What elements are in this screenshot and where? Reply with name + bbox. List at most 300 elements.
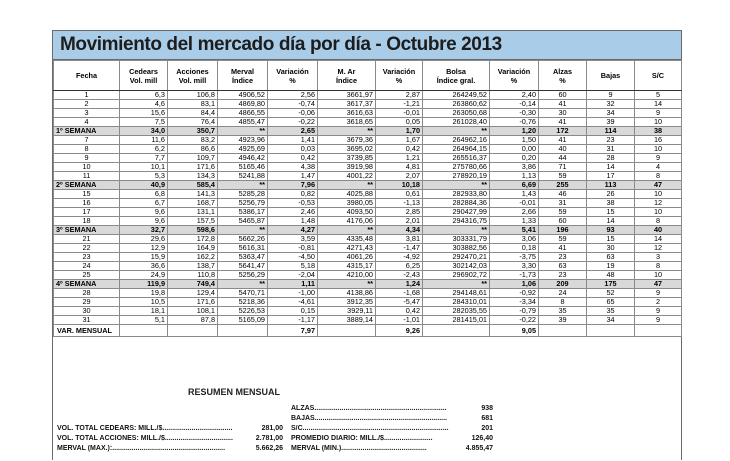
cell-cedears: 32,7 [120,226,168,235]
cell-acciones: 110,8 [168,271,218,280]
cell-merval-var: -1,17 [268,316,318,325]
table-row [54,253,682,262]
cell-fecha: 18 [54,217,120,226]
cell-cedears: 11,6 [120,136,168,145]
cell-bajas: 26 [587,190,635,199]
cell-merval: 4946,42 [218,154,268,163]
cell-merval: 5165,46 [218,163,268,172]
table-row [54,109,682,118]
cell-sc: 10 [635,208,682,217]
cell-bolsa: ** [423,181,490,190]
cell-bajas: 39 [587,118,635,127]
cell-merval-var: 0,03 [268,145,318,154]
cell-mar-var: -4,92 [376,253,423,262]
cell-sc: 10 [635,190,682,199]
summary-alzas-value: 938 [481,405,493,412]
table-row [54,91,682,100]
cell-bolsa-var: 5,41 [490,226,539,235]
cell-bolsa: 302142,03 [423,262,490,271]
cell-cedears: 15,9 [120,253,168,262]
cell-sc: 16 [635,136,682,145]
column-header-line: Bolsa [446,66,466,76]
cell-alzas: 60 [539,91,587,100]
cell-cedears: 5,1 [120,316,168,325]
cell-bolsa: 263860,62 [423,100,490,109]
cell-alzas: 39 [539,316,587,325]
cell-acciones: 134,3 [168,172,218,181]
cell-fecha: 10 [54,163,120,172]
cell-mar-var: 3,81 [376,235,423,244]
cell-cedears [120,325,168,337]
cell-acciones: 162,2 [168,253,218,262]
cell-bajas: 114 [587,127,635,136]
table-row [54,199,682,208]
cell-merval-var: 4,27 [268,226,318,235]
cell-merval: 5256,79 [218,199,268,208]
cell-alzas: 196 [539,226,587,235]
cell-bolsa: 264249,52 [423,91,490,100]
cell-merval-var: 4,38 [268,163,318,172]
cell-mar: 3618,65 [318,118,376,127]
cell-merval: ** [218,181,268,190]
cell-bajas: 15 [587,235,635,244]
cell-merval-var: -1,00 [268,289,318,298]
cell-merval [218,325,268,337]
column-header-fecha [54,61,120,91]
cell-mar: 4138,86 [318,289,376,298]
cell-bajas: 9 [587,91,635,100]
column-header-bolsa-var [490,61,539,91]
cell-bolsa-var: 1,06 [490,280,539,289]
cell-mar: 3912,35 [318,298,376,307]
cell-sc: 14 [635,235,682,244]
cell-merval-var: -0,06 [268,109,318,118]
cell-fecha: 3º SEMANA [54,226,120,235]
cell-mar-var: 2,85 [376,208,423,217]
cell-mar-var: -1,21 [376,100,423,109]
cell-acciones: 108,1 [168,307,218,316]
cell-bolsa: 264962,16 [423,136,490,145]
cell-bajas: 113 [587,181,635,190]
cell-mar: 3617,37 [318,100,376,109]
cell-mar: 3695,02 [318,145,376,154]
cell-bajas: 93 [587,226,635,235]
summary-bajas-label: BAJAS.................................................................... [291,415,447,422]
cell-cedears: 18,1 [120,307,168,316]
cell-alzas: 44 [539,154,587,163]
table-body [54,91,682,337]
cell-sc: 8 [635,217,682,226]
cell-merval-var: -4,61 [268,298,318,307]
summary-promedio-label: PROMEDIO DIARIO: MILL./$......................... [291,435,433,442]
cell-merval: 4906,52 [218,91,268,100]
cell-bolsa-var: 3,86 [490,163,539,172]
summary-merval-min-value: 4.855,47 [465,445,493,452]
cell-mar: 4315,17 [318,262,376,271]
cell-bolsa: 290427,99 [423,208,490,217]
cell-mar-var: -2,43 [376,271,423,280]
table-row [54,190,682,199]
cell-merval-var: 1,11 [268,280,318,289]
cell-alzas: 255 [539,181,587,190]
cell-merval-var: 1,48 [268,217,318,226]
cell-bolsa-var: 2,40 [490,91,539,100]
cell-alzas: 40 [539,145,587,154]
table-row [54,307,682,316]
cell-alzas: 41 [539,118,587,127]
column-header-subline: % [395,75,403,85]
column-header-line: Fecha [75,71,98,80]
cell-mar-var: -1,47 [376,244,423,253]
column-header-subline: % [559,75,566,85]
cell-merval: ** [218,127,268,136]
cell-mar: ** [318,226,376,235]
cell-fecha: 17 [54,208,120,217]
cell-sc: 10 [635,271,682,280]
cell-bajas: 35 [587,307,635,316]
cell-merval-var: 3,59 [268,235,318,244]
cell-mar: 3679,36 [318,136,376,145]
cell-acciones: 171,6 [168,163,218,172]
monthly-summary [53,387,681,461]
cell-bolsa: 265516,37 [423,154,490,163]
cell-bolsa-var: 1,13 [490,172,539,181]
cell-bolsa-var: 2,66 [490,208,539,217]
table-row [54,316,682,325]
cell-mar: 4025,88 [318,190,376,199]
cell-sc: 9 [635,307,682,316]
cell-bolsa-var: -3,34 [490,298,539,307]
column-header-line: S/C [651,71,665,80]
cell-cedears: 36,6 [120,262,168,271]
column-header-line: Acciones [176,66,209,76]
table-row [54,289,682,298]
cell-sc: 12 [635,244,682,253]
cell-bolsa-var: 0,00 [490,145,539,154]
cell-bolsa-var: -0,30 [490,109,539,118]
cell-cedears: 6,3 [120,91,168,100]
cell-merval: 5386,17 [218,208,268,217]
cell-mar: 3661,97 [318,91,376,100]
column-header-acciones [168,61,218,91]
cell-merval-var: -2,04 [268,271,318,280]
cell-mar: 4176,06 [318,217,376,226]
cell-alzas: 59 [539,208,587,217]
cell-mar-var: 2,87 [376,91,423,100]
cell-bajas [587,325,635,337]
cell-mar: 3980,05 [318,199,376,208]
cell-fecha: 16 [54,199,120,208]
cell-acciones: 141,3 [168,190,218,199]
cell-bolsa: 296902,72 [423,271,490,280]
table-row [54,154,682,163]
cell-merval: 5641,47 [218,262,268,271]
cell-merval: 5662,26 [218,235,268,244]
cell-merval-var: 0,42 [268,154,318,163]
cell-alzas: 60 [539,217,587,226]
cell-bolsa-var: 0,20 [490,154,539,163]
cell-mar: ** [318,181,376,190]
cell-mar-var: -1,01 [376,316,423,325]
cell-alzas [539,325,587,337]
cell-bolsa: 263050,68 [423,109,490,118]
week-total-row [54,280,682,289]
cell-cedears: 10,5 [120,298,168,307]
cell-bajas: 14 [587,217,635,226]
cell-alzas: 30 [539,109,587,118]
cell-bolsa: ** [423,226,490,235]
cell-acciones: 749,4 [168,280,218,289]
summary-title: RESUMEN MENSUAL [188,387,281,397]
cell-bolsa: 275780,66 [423,163,490,172]
table-row [54,217,682,226]
cell-mar: ** [318,127,376,136]
cell-acciones: 131,1 [168,208,218,217]
cell-bajas: 23 [587,136,635,145]
cell-bolsa: 282884,36 [423,199,490,208]
cell-bolsa: 292470,21 [423,253,490,262]
cell-alzas: 41 [539,100,587,109]
cell-acciones: 168,7 [168,199,218,208]
cell-sc: 8 [635,172,682,181]
cell-merval-var: 1,41 [268,136,318,145]
cell-merval: 5470,71 [218,289,268,298]
cell-fecha: 29 [54,298,120,307]
column-header-subline: Índice [335,75,358,85]
cell-bajas: 34 [587,109,635,118]
cell-acciones: 157,5 [168,217,218,226]
cell-merval: 4869,80 [218,100,268,109]
cell-acciones: 129,4 [168,289,218,298]
table-row [54,145,682,154]
cell-bolsa-var: -0,01 [490,199,539,208]
cell-sc: 8 [635,262,682,271]
cell-mar-var: 1,21 [376,154,423,163]
cell-bajas: 63 [587,253,635,262]
cell-bajas: 48 [587,271,635,280]
cell-fecha: 24 [54,262,120,271]
cell-cedears: 40,9 [120,181,168,190]
cell-mar-var: 9,26 [376,325,423,337]
column-header-line: M. Ar [337,66,356,76]
cell-merval-var: 7,96 [268,181,318,190]
cell-bolsa: ** [423,127,490,136]
cell-merval: 5226,53 [218,307,268,316]
cell-mar-var: 0,42 [376,307,423,316]
cell-fecha: 3 [54,109,120,118]
column-header-sc [635,61,682,91]
cell-mar-var: 1,70 [376,127,423,136]
cell-cedears: 34,0 [120,127,168,136]
cell-fecha: 2º SEMANA [54,181,120,190]
cell-cedears: 9,6 [120,217,168,226]
cell-cedears: 6,7 [120,199,168,208]
cell-sc [635,325,682,337]
cell-merval: 5256,29 [218,271,268,280]
cell-bolsa: 264964,15 [423,145,490,154]
cell-cedears: 119,9 [120,280,168,289]
column-header-subline: Índice gral. [436,75,476,85]
cell-merval-var: 2,65 [268,127,318,136]
cell-alzas: 71 [539,163,587,172]
cell-alzas: 63 [539,262,587,271]
cell-fecha: 31 [54,316,120,325]
cell-bolsa: 278920,19 [423,172,490,181]
column-header-bajas [587,61,635,91]
cell-merval: 4923,96 [218,136,268,145]
cell-bajas: 30 [587,244,635,253]
cell-mar-var: 2,01 [376,217,423,226]
cell-bajas: 28 [587,154,635,163]
column-header-mar [318,61,376,91]
cell-merval: ** [218,280,268,289]
cell-acciones: 585,4 [168,181,218,190]
cell-bolsa: ** [423,280,490,289]
cell-merval-var: -0,53 [268,199,318,208]
summary-cedears-label: VOL. TOTAL CEDEARS: MILL./$.................................... [57,425,233,432]
column-header-alzas [539,61,587,91]
cell-alzas: 46 [539,190,587,199]
cell-merval: 5241,88 [218,172,268,181]
cell-sc: 4 [635,163,682,172]
cell-bajas: 52 [587,289,635,298]
cell-acciones: 87,8 [168,316,218,325]
cell-mar: 4001,22 [318,172,376,181]
cell-alzas: 59 [539,172,587,181]
cell-merval-var: -0,81 [268,244,318,253]
cell-merval: ** [218,226,268,235]
column-header-line: Variación [497,66,531,76]
summary-promedio-value: 126,40 [471,435,493,442]
summary-merval-min-label: MERVAL (MÍN.)............................................ [291,445,427,452]
cell-fecha: 4 [54,118,120,127]
cell-merval-var: 2,46 [268,208,318,217]
cell-alzas: 35 [539,307,587,316]
cell-sc: 5 [635,91,682,100]
cell-bolsa-var: -0,92 [490,289,539,298]
table-row [54,244,682,253]
cell-alzas: 23 [539,253,587,262]
cell-mar: 4061,26 [318,253,376,262]
column-header-subline: Índice [231,75,254,85]
cell-fecha: 1º SEMANA [54,127,120,136]
cell-fecha: 23 [54,253,120,262]
cell-mar: 3919,98 [318,163,376,172]
cell-bolsa: 294148,61 [423,289,490,298]
cell-bolsa-var: 3,06 [490,235,539,244]
cell-cedears: 29,6 [120,235,168,244]
cell-bolsa-var: 1,20 [490,127,539,136]
summary-sc-label: S/C........................................................................... [291,425,449,432]
cell-bolsa-var: -1,73 [490,271,539,280]
cell-bolsa-var: -0,79 [490,307,539,316]
cell-cedears: 7,7 [120,154,168,163]
cell-bolsa: 282933,80 [423,190,490,199]
cell-bolsa: 303882,56 [423,244,490,253]
cell-merval: 5165,09 [218,316,268,325]
cell-cedears: 6,2 [120,145,168,154]
cell-sc: 9 [635,316,682,325]
cell-bolsa-var: -0,76 [490,118,539,127]
summary-acciones-label: VOL. TOTAL ACCIONES: MILL./$................................... [57,435,233,442]
summary-alzas-label: ALZAS.................................................................... [291,405,447,412]
cell-alzas: 59 [539,235,587,244]
column-header-line: Merval [230,66,255,76]
cell-bajas: 34 [587,316,635,325]
cell-mar-var: 1,24 [376,280,423,289]
week-total-row [54,127,682,136]
cell-sc: 12 [635,199,682,208]
cell-fecha: 8 [54,145,120,154]
cell-acciones: 164,9 [168,244,218,253]
column-header-cedears [120,61,168,91]
cell-mar-var: 0,42 [376,145,423,154]
cell-cedears: 6,8 [120,190,168,199]
cell-bajas: 32 [587,100,635,109]
cell-alzas: 172 [539,127,587,136]
cell-bajas: 19 [587,262,635,271]
cell-mar: 3616,63 [318,109,376,118]
cell-merval-var: -0,74 [268,100,318,109]
cell-bolsa-var: -0,22 [490,316,539,325]
cell-acciones: 109,7 [168,154,218,163]
cell-mar-var: -5,47 [376,298,423,307]
cell-mar: 4335,48 [318,235,376,244]
cell-merval-var: 0,82 [268,190,318,199]
cell-acciones: 86,6 [168,145,218,154]
cell-mar-var: 6,25 [376,262,423,271]
cell-sc: 38 [635,127,682,136]
table-header-row [54,61,682,91]
cell-merval-var: 2,56 [268,91,318,100]
cell-cedears: 15,6 [120,109,168,118]
table-row [54,262,682,271]
cell-fecha: 11 [54,172,120,181]
cell-merval: 5363,47 [218,253,268,262]
cell-bolsa: 284310,01 [423,298,490,307]
column-header-mar-var [376,61,423,91]
cell-sc: 9 [635,289,682,298]
title-bar [53,31,681,60]
table-row [54,163,682,172]
cell-bolsa: 261028,40 [423,118,490,127]
table-row [54,118,682,127]
cell-mar: 3929,11 [318,307,376,316]
cell-merval: 4855,47 [218,118,268,127]
cell-sc: 9 [635,109,682,118]
summary-cedears-value: 281,00 [261,425,283,432]
cell-alzas: 23 [539,271,587,280]
table-row [54,136,682,145]
cell-bolsa-var: 1,43 [490,190,539,199]
table-row [54,298,682,307]
cell-mar-var: -1,68 [376,289,423,298]
cell-mar: ** [318,280,376,289]
cell-merval: 5616,31 [218,244,268,253]
cell-bajas: 17 [587,172,635,181]
cell-acciones: 83,1 [168,100,218,109]
cell-sc: 10 [635,118,682,127]
cell-fecha: 21 [54,235,120,244]
cell-merval-var: -0,22 [268,118,318,127]
cell-cedears: 9,6 [120,208,168,217]
cell-merval: 5285,28 [218,190,268,199]
cell-cedears: 24,9 [120,271,168,280]
cell-bolsa-var: 0,18 [490,244,539,253]
column-header-merval [218,61,268,91]
cell-acciones: 171,6 [168,298,218,307]
cell-fecha: 28 [54,289,120,298]
